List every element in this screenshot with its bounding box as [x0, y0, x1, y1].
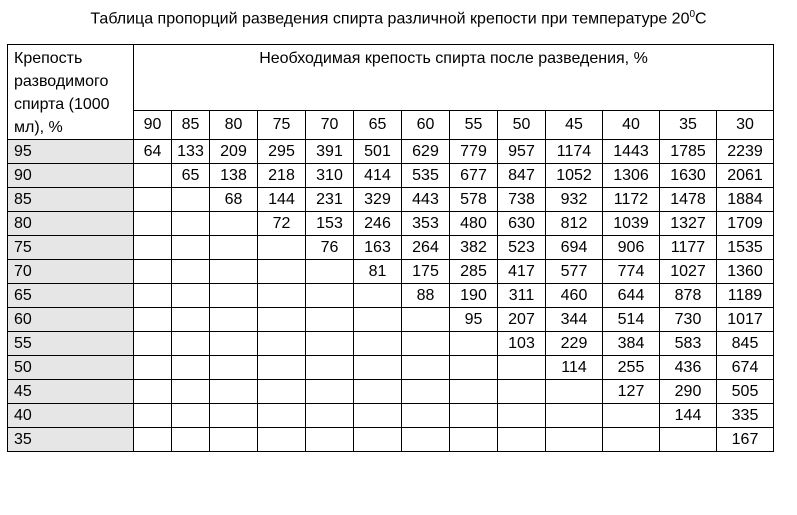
table-cell: 629 — [402, 140, 450, 164]
corner-header: Крепость разводимого спирта (1000 мл), % — [8, 45, 134, 140]
table-cell — [354, 284, 402, 308]
row-header-cell: 70 — [8, 260, 134, 284]
table-cell: 1884 — [717, 188, 774, 212]
table-cell — [306, 332, 354, 356]
table-cell: 175 — [402, 260, 450, 284]
row-header-cell: 90 — [8, 164, 134, 188]
table-cell: 1535 — [717, 236, 774, 260]
table-cell: 730 — [660, 308, 717, 332]
table-cell: 779 — [450, 140, 498, 164]
table-cell — [172, 260, 210, 284]
table-cell: 501 — [354, 140, 402, 164]
table-cell: 845 — [717, 332, 774, 356]
table-cell: 443 — [402, 188, 450, 212]
table-cell: 1306 — [603, 164, 660, 188]
table-cell — [546, 428, 603, 452]
table-cell: 64 — [134, 140, 172, 164]
table-cell: 1360 — [717, 260, 774, 284]
table-cell: 218 — [258, 164, 306, 188]
table-cell: 329 — [354, 188, 402, 212]
table-cell: 2061 — [717, 164, 774, 188]
table-cell — [210, 236, 258, 260]
column-header-cell: 35 — [660, 111, 717, 140]
table-cell — [134, 212, 172, 236]
table-cell — [210, 332, 258, 356]
table-cell — [172, 404, 210, 428]
column-header-cell: 30 — [717, 111, 774, 140]
table-cell: 264 — [402, 236, 450, 260]
table-cell — [258, 332, 306, 356]
table-cell: 1174 — [546, 140, 603, 164]
table-cell — [258, 356, 306, 380]
table-cell — [210, 380, 258, 404]
table-cell — [258, 428, 306, 452]
table-cell — [498, 428, 546, 452]
row-header-cell: 75 — [8, 236, 134, 260]
column-header-cell: 50 — [498, 111, 546, 140]
column-header-cell: 85 — [172, 111, 210, 140]
table-cell: 311 — [498, 284, 546, 308]
table-cell: 353 — [402, 212, 450, 236]
table-cell — [402, 404, 450, 428]
table-cell — [498, 356, 546, 380]
table-cell: 76 — [306, 236, 354, 260]
table-row — [8, 212, 774, 236]
table-cell: 285 — [450, 260, 498, 284]
table-cell — [210, 308, 258, 332]
table-cell: 68 — [210, 188, 258, 212]
row-header-cell: 60 — [8, 308, 134, 332]
column-header-cell: 40 — [603, 111, 660, 140]
table-cell: 505 — [717, 380, 774, 404]
table-cell: 95 — [450, 308, 498, 332]
table-cell: 535 — [402, 164, 450, 188]
table-cell — [450, 332, 498, 356]
table-cell: 391 — [306, 140, 354, 164]
row-header-cell: 55 — [8, 332, 134, 356]
table-cell — [660, 428, 717, 452]
table-cell: 1189 — [717, 284, 774, 308]
table-cell — [450, 356, 498, 380]
table-cell: 932 — [546, 188, 603, 212]
table-cell — [172, 428, 210, 452]
table-cell: 290 — [660, 380, 717, 404]
table-cell — [306, 404, 354, 428]
table-cell: 847 — [498, 164, 546, 188]
title-text: Таблица пропорций разведения спирта различной крепости при температуре 20 — [90, 10, 690, 28]
column-header-cell: 55 — [450, 111, 498, 140]
group-header: Необходимая крепость спирта после разведения, % — [134, 45, 774, 111]
table-cell — [134, 428, 172, 452]
table-cell: 812 — [546, 212, 603, 236]
table-cell — [306, 284, 354, 308]
table-cell: 384 — [603, 332, 660, 356]
table-cell — [402, 356, 450, 380]
row-header-cell: 80 — [8, 212, 134, 236]
table-cell: 644 — [603, 284, 660, 308]
table-cell — [172, 212, 210, 236]
table-cell — [210, 212, 258, 236]
table-row — [8, 140, 774, 164]
table-cell: 88 — [402, 284, 450, 308]
table-cell — [210, 356, 258, 380]
table-cell: 344 — [546, 308, 603, 332]
table-cell — [306, 356, 354, 380]
table-cell: 694 — [546, 236, 603, 260]
table-cell: 295 — [258, 140, 306, 164]
table-cell — [546, 380, 603, 404]
table-cell: 144 — [258, 188, 306, 212]
table-cell: 630 — [498, 212, 546, 236]
table-cell: 577 — [546, 260, 603, 284]
table-row — [8, 332, 774, 356]
table-cell — [134, 236, 172, 260]
table-row — [8, 188, 774, 212]
table-row — [8, 236, 774, 260]
table-cell — [258, 380, 306, 404]
table-cell: 436 — [660, 356, 717, 380]
table-cell — [546, 404, 603, 428]
column-header-cell: 45 — [546, 111, 603, 140]
table-cell: 138 — [210, 164, 258, 188]
table-cell — [402, 380, 450, 404]
row-header-cell: 85 — [8, 188, 134, 212]
table-cell — [258, 308, 306, 332]
column-header-cell: 75 — [258, 111, 306, 140]
dilution-table — [7, 44, 774, 452]
table-cell: 417 — [498, 260, 546, 284]
table-cell — [402, 308, 450, 332]
table-cell — [498, 404, 546, 428]
table-cell — [210, 404, 258, 428]
table-cell: 1478 — [660, 188, 717, 212]
table-row — [8, 284, 774, 308]
table-cell — [402, 332, 450, 356]
table-cell: 103 — [498, 332, 546, 356]
table-cell: 583 — [660, 332, 717, 356]
column-header-cell: 70 — [306, 111, 354, 140]
table-cell — [134, 356, 172, 380]
header-row — [8, 45, 774, 111]
table-cell: 677 — [450, 164, 498, 188]
table-cell — [258, 284, 306, 308]
table-cell: 335 — [717, 404, 774, 428]
table-cell: 906 — [603, 236, 660, 260]
table-cell — [603, 428, 660, 452]
table-cell: 774 — [603, 260, 660, 284]
table-cell: 255 — [603, 356, 660, 380]
table-cell: 1027 — [660, 260, 717, 284]
table-cell — [306, 428, 354, 452]
table-cell: 1177 — [660, 236, 717, 260]
table-cell: 1039 — [603, 212, 660, 236]
table-cell: 1052 — [546, 164, 603, 188]
table-row — [8, 260, 774, 284]
row-header-cell: 45 — [8, 380, 134, 404]
table-cell — [354, 404, 402, 428]
table-cell: 81 — [354, 260, 402, 284]
row-header-cell: 95 — [8, 140, 134, 164]
table-cell: 246 — [354, 212, 402, 236]
table-cell — [306, 260, 354, 284]
table-cell — [306, 308, 354, 332]
table-cell: 1172 — [603, 188, 660, 212]
row-header-cell: 40 — [8, 404, 134, 428]
table-cell — [134, 404, 172, 428]
table-cell — [172, 188, 210, 212]
table-row — [8, 404, 774, 428]
table-row — [8, 164, 774, 188]
table-cell — [172, 380, 210, 404]
table-cell — [354, 308, 402, 332]
table-cell: 878 — [660, 284, 717, 308]
table-cell: 190 — [450, 284, 498, 308]
column-header-cell: 80 — [210, 111, 258, 140]
table-row — [8, 380, 774, 404]
table-cell: 1709 — [717, 212, 774, 236]
title-superscript: 0 — [689, 9, 696, 20]
table-cell: 1327 — [660, 212, 717, 236]
table-cell: 114 — [546, 356, 603, 380]
table-cell: 674 — [717, 356, 774, 380]
page-title — [0, 5, 797, 29]
table-cell: 738 — [498, 188, 546, 212]
table-cell: 127 — [603, 380, 660, 404]
table-cell: 1443 — [603, 140, 660, 164]
table-cell — [210, 260, 258, 284]
table-cell: 957 — [498, 140, 546, 164]
table-cell: 523 — [498, 236, 546, 260]
table-cell: 1017 — [717, 308, 774, 332]
table-cell — [210, 428, 258, 452]
table-cell: 382 — [450, 236, 498, 260]
table-cell — [258, 404, 306, 428]
table-cell — [258, 260, 306, 284]
table-cell — [134, 308, 172, 332]
table-cell — [450, 380, 498, 404]
table-cell: 2239 — [717, 140, 774, 164]
table-cell — [134, 380, 172, 404]
table-cell: 167 — [717, 428, 774, 452]
table-cell: 144 — [660, 404, 717, 428]
table-cell — [172, 356, 210, 380]
row-header-cell: 35 — [8, 428, 134, 452]
table-cell: 209 — [210, 140, 258, 164]
table-cell — [210, 284, 258, 308]
table-cell: 65 — [172, 164, 210, 188]
table-cell — [134, 188, 172, 212]
table-cell: 72 — [258, 212, 306, 236]
table-cell — [172, 284, 210, 308]
table-cell — [603, 404, 660, 428]
table-cell: 578 — [450, 188, 498, 212]
table-cell: 414 — [354, 164, 402, 188]
table-cell: 1630 — [660, 164, 717, 188]
table-cell: 480 — [450, 212, 498, 236]
table-cell: 310 — [306, 164, 354, 188]
table-cell: 231 — [306, 188, 354, 212]
column-header-cell: 65 — [354, 111, 402, 140]
table-cell — [258, 236, 306, 260]
table-cell — [354, 332, 402, 356]
column-header-cell: 90 — [134, 111, 172, 140]
table-cell: 229 — [546, 332, 603, 356]
table-cell: 133 — [172, 140, 210, 164]
table-row — [8, 356, 774, 380]
table-cell — [498, 380, 546, 404]
table-cell: 163 — [354, 236, 402, 260]
table-cell — [172, 236, 210, 260]
row-header-cell: 50 — [8, 356, 134, 380]
table-cell — [354, 380, 402, 404]
table-cell: 153 — [306, 212, 354, 236]
table-cell — [172, 332, 210, 356]
table-cell — [450, 428, 498, 452]
table-cell — [402, 428, 450, 452]
table-row — [8, 308, 774, 332]
table-cell: 207 — [498, 308, 546, 332]
table-cell — [306, 380, 354, 404]
table-cell — [354, 356, 402, 380]
row-header-cell: 65 — [8, 284, 134, 308]
table-cell — [134, 332, 172, 356]
table-cell: 1785 — [660, 140, 717, 164]
table-cell — [172, 308, 210, 332]
table-cell — [134, 284, 172, 308]
table-cell — [134, 260, 172, 284]
table-cell: 514 — [603, 308, 660, 332]
table-cell — [354, 428, 402, 452]
column-header-cell: 60 — [402, 111, 450, 140]
table-row — [8, 428, 774, 452]
title-suffix: С — [695, 10, 707, 28]
table-cell: 460 — [546, 284, 603, 308]
table-cell — [450, 404, 498, 428]
table-cell — [134, 164, 172, 188]
